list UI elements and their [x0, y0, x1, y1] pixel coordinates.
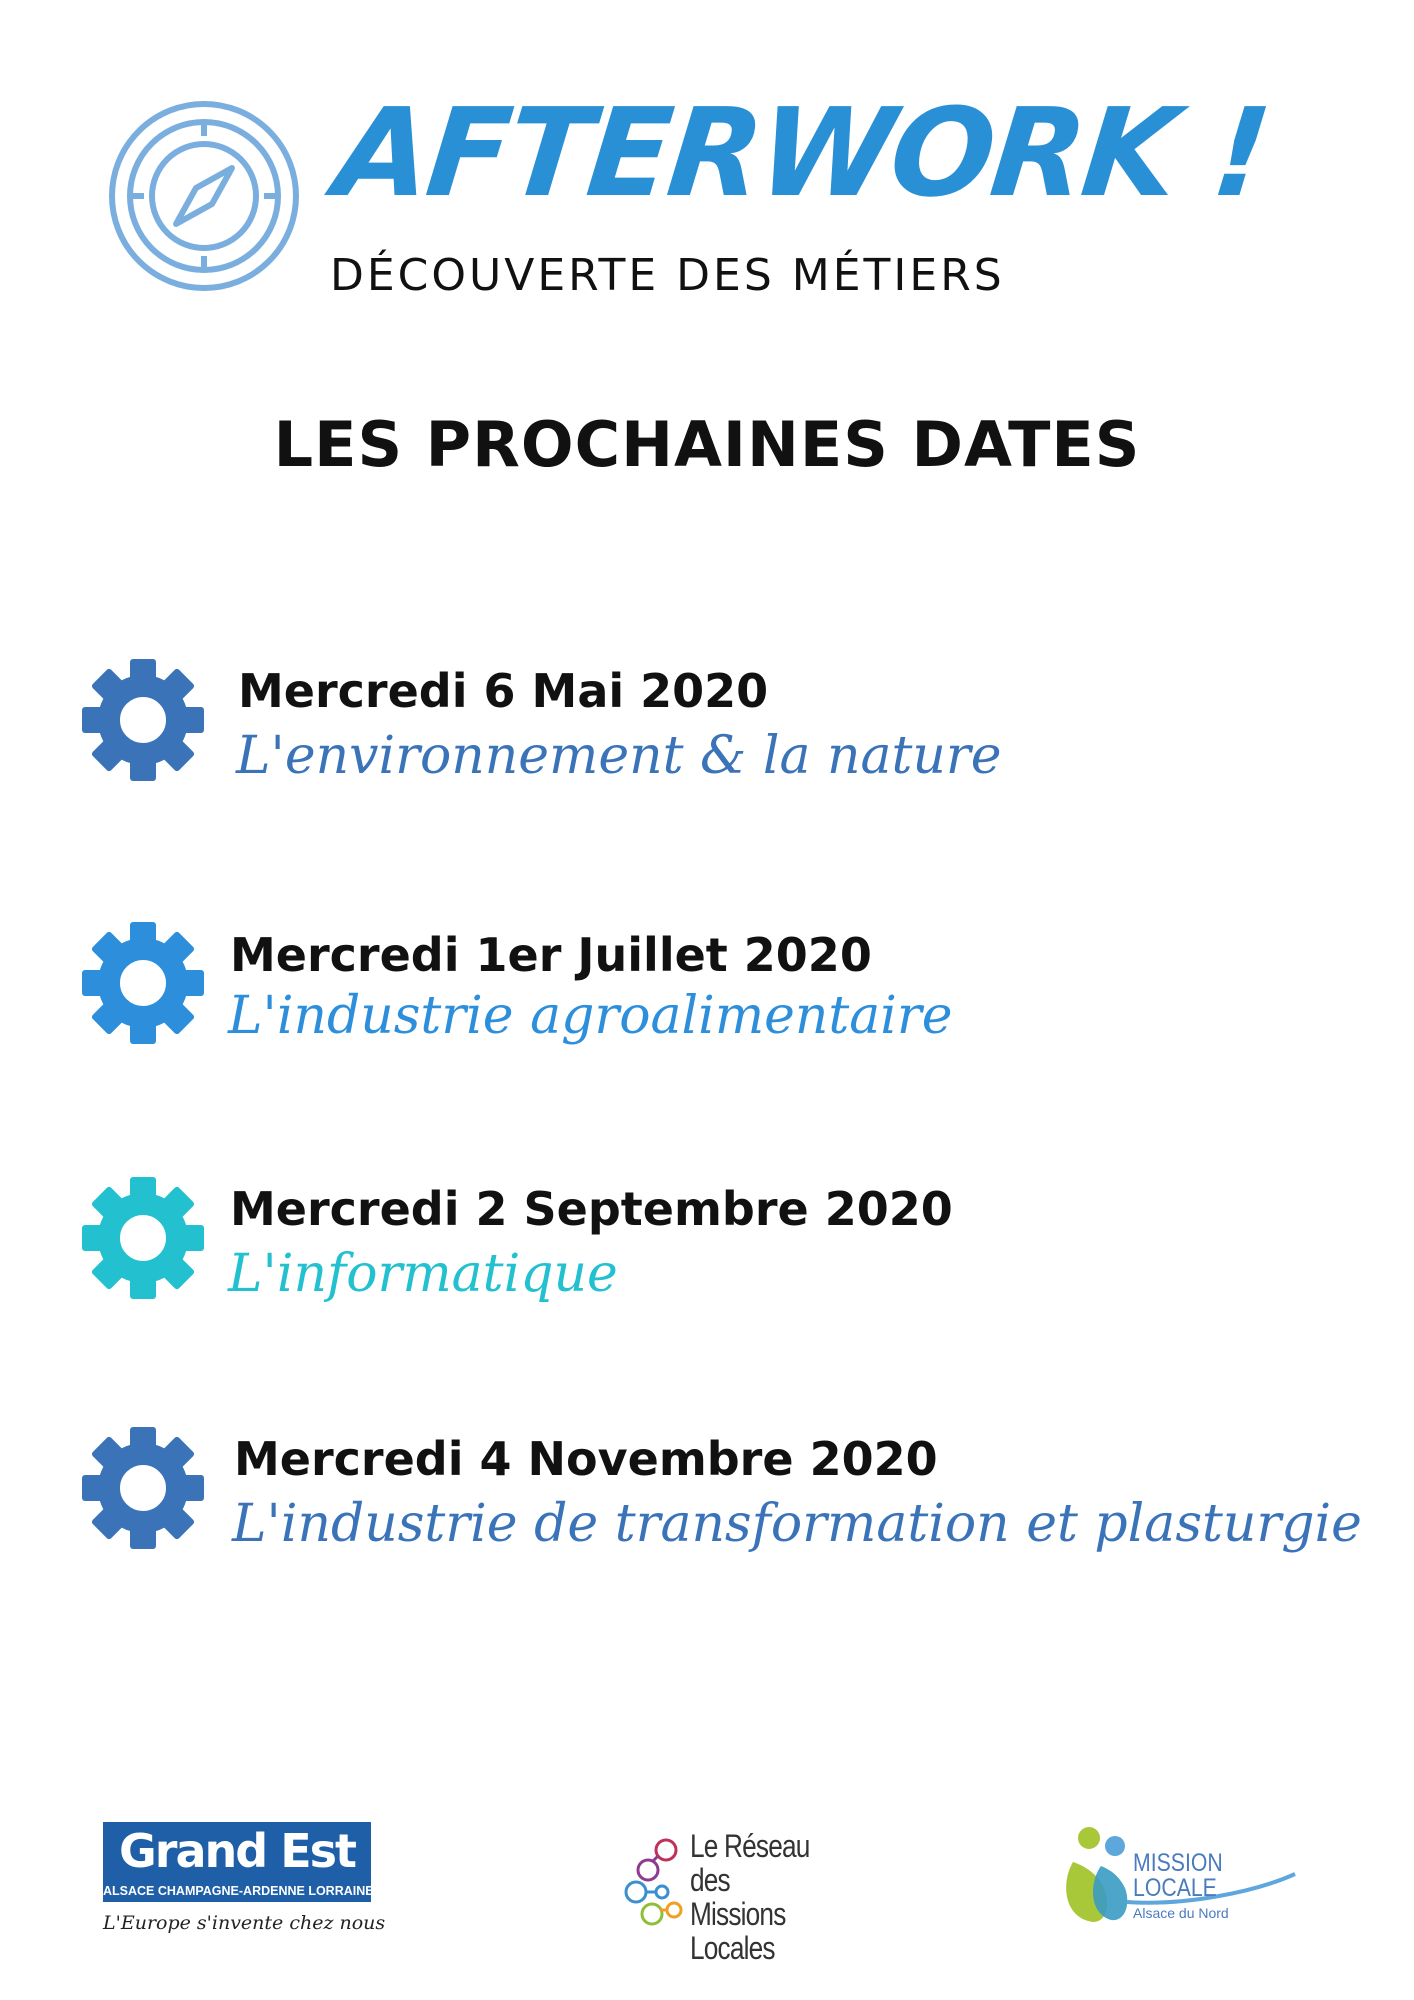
grand-est-region: ALSACE CHAMPAGNE-ARDENNE LORRAINE [103, 1884, 374, 1898]
mission-locale-region: Alsace du Nord [1133, 1905, 1229, 1921]
event-topic: L'industrie agroalimentaire [228, 986, 953, 1046]
reseau-missions-text [690, 1829, 829, 1965]
event-topic: L'industrie de transformation et plasturgie [232, 1494, 1362, 1554]
gear-icon [78, 1173, 208, 1303]
molecule-icon [622, 1836, 694, 1928]
page-subtitle: DÉCOUVERTE DES MÉTIERS [330, 250, 1005, 301]
grand-est-name: Grand Est [119, 1824, 355, 1878]
gear-icon [78, 655, 208, 785]
event-date: Mercredi 4 Novembre 2020 [234, 1432, 938, 1486]
mission-locale-line2: LOCALE [1133, 1874, 1217, 1902]
grand-est-slogan: L'Europe s'invente chez nous [103, 1912, 386, 1934]
gear-icon [78, 1423, 208, 1553]
mission-locale-line1: MISSION [1133, 1849, 1223, 1877]
reseau-line: Le Réseau [690, 1828, 810, 1864]
reseau-line: des Missions [690, 1862, 786, 1932]
section-title: LES PROCHAINES DATES [273, 408, 1141, 481]
event-date: Mercredi 1er Juillet 2020 [230, 928, 872, 982]
event-topic: L'environnement & la nature [236, 726, 1002, 786]
event-date: Mercredi 2 Septembre 2020 [230, 1182, 953, 1236]
page-title: AFTERWORK ! [328, 82, 1275, 224]
event-date: Mercredi 6 Mai 2020 [238, 664, 769, 718]
reseau-line: Locales [690, 1930, 775, 1966]
event-topic: L'informatique [228, 1244, 618, 1304]
compass-icon [108, 100, 300, 292]
gear-icon [78, 918, 208, 1048]
